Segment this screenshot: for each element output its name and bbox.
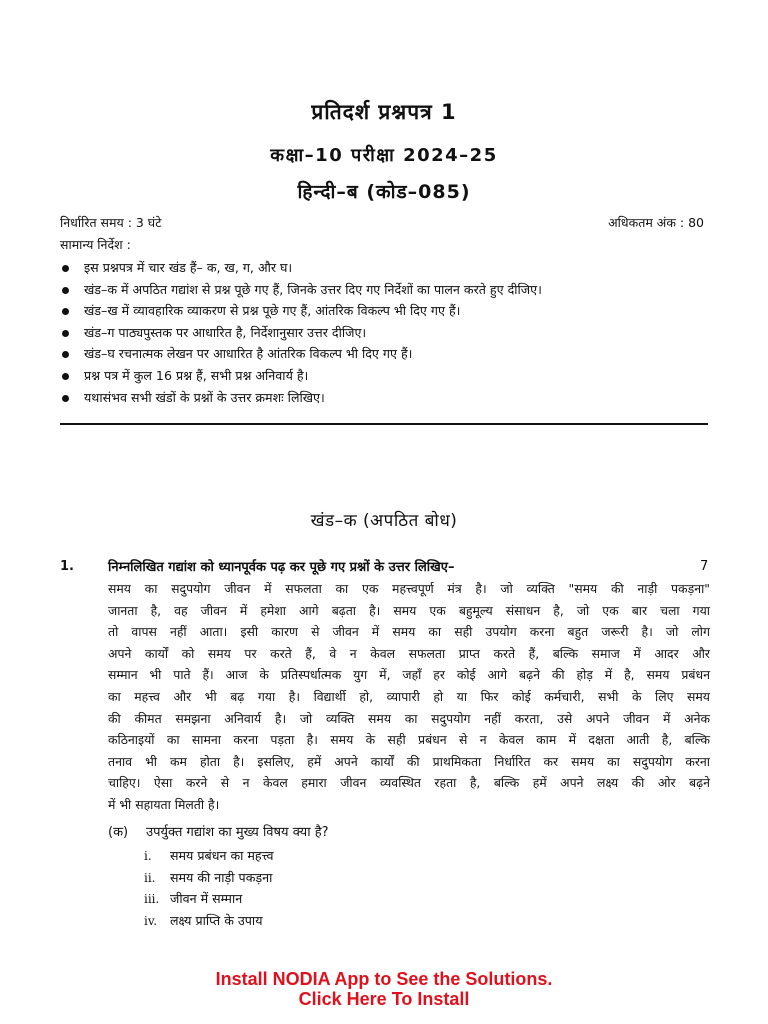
- option-item: [144, 845, 273, 867]
- bullet-icon: [62, 373, 69, 380]
- maximum-marks: अधिकतम अंक : 80: [608, 215, 704, 230]
- passage: [108, 578, 710, 816]
- passage-line: सम्मान भी पाते हैं। आज के प्रतिस्पर्धात्मक युग में, जहाँ हर कोई आगे बढ़ने की होड़ में है, समय प्रबंधन: [108, 667, 710, 683]
- sub-question-text: उपर्युक्त गद्यांश का मुख्य विषय क्या है?: [146, 825, 329, 840]
- bullet-icon: [62, 308, 69, 315]
- section-heading: खंड–क (अपठित बोध): [310, 511, 458, 531]
- subject-heading: हिन्दी–ब (कोड–085): [297, 181, 471, 203]
- passage-line: चाहिए। ऐसा करने से न केवल हमारा जीवन व्यवस्थित रहता है, बल्कि हमें अपने लक्ष्य की ओर बढ़ने: [108, 775, 710, 791]
- bullet-icon: [62, 287, 69, 294]
- option-text: समय की नाड़ी पकड़ना: [170, 869, 273, 885]
- option-number: iii.: [144, 892, 160, 907]
- install-app-link[interactable]: Install NODIA App to See the Solutions.: [215, 969, 553, 989]
- passage-line: का महत्त्व और भी बढ़ गया है। विद्यार्थी हो, व्यापारी हो या फिर कोई कर्मचारी, सभी के लिए समय: [108, 688, 710, 704]
- class-exam-heading: कक्षा–10 परीक्षा 2024–25: [270, 145, 498, 166]
- passage-line: तो वापस नहीं आता। इसी कारण से जीवन में समय का सही उपयोग करना बहुत जरूरी है। जो लोग: [108, 624, 710, 640]
- passage-line: में भी सहायता मिलती है।: [108, 796, 220, 812]
- passage-line: कठिनाइयों का सामना करना पड़ता है। समय के सही प्रबंधन से न केवल काम में दक्षता आती है, बल्कि: [108, 732, 710, 748]
- click-to-install-link[interactable]: Click Here To Install: [298, 989, 470, 1009]
- instruction-item: खंड–ख में व्यावहारिक व्याकरण से प्रश्न पूछे गए हैं, आंतरिक विकल्प भी दिए गए हैं।: [60, 300, 720, 322]
- option-number: i.: [144, 849, 152, 863]
- option-text: लक्ष्य प्राप्ति के उपाय: [170, 912, 263, 928]
- option-number: iv.: [144, 913, 158, 928]
- bullet-icon: [62, 330, 69, 337]
- bullet-icon: [62, 395, 69, 402]
- instruction-item: इस प्रश्नपत्र में चार खंड हैं– क, ख, ग, और घ।: [60, 257, 720, 279]
- passage-line: जानता है, वह जीवन में हमेशा आगे बढ़ता है। समय एक बहुमूल्य संसाधन है, जो एक बार चला गया: [108, 602, 710, 618]
- instruction-item: यथासंभव सभी खंडों के प्रश्नों के उत्तर क्रमशः लिखिए।: [60, 387, 720, 409]
- instructions-list: [60, 257, 720, 408]
- passage-line: अपने कार्यों को समय पर करते हैं, वे न केवल सफलता प्राप्त करते हैं, बल्कि समाज में आदर और: [108, 645, 710, 661]
- time-allowed: निर्धारित समय : 3 घंटे: [60, 215, 162, 230]
- bullet-icon: [62, 351, 69, 358]
- divider: [60, 423, 708, 425]
- general-instructions-heading: सामान्य निर्देश :: [60, 237, 131, 252]
- question-marks: 7: [700, 559, 709, 574]
- instruction-item: खंड–ग पाठ्यपुस्तक पर आधारित है, निर्देशानुसार उत्तर दीजिए।: [60, 322, 720, 344]
- passage-line: की कीमत समझना अनिवार्य है। जो व्यक्ति समय का सदुपयोग नहीं करता, उसे अपने जीवन में अनेक: [108, 710, 710, 726]
- passage-line: समय का सदुपयोग जीवन में सफलता का एक महत्त्वपूर्ण मंत्र है। जो व्यक्ति "समय की नाड़ी पकड़ना": [108, 581, 710, 596]
- paper-title: प्रतिदर्श प्रश्नपत्र 1: [311, 100, 457, 124]
- option-text: समय प्रबंधन का महत्त्व: [170, 848, 274, 863]
- option-item: [144, 888, 273, 910]
- instruction-item: खंड–घ रचनात्मक लेखन पर आधारित है आंतरिक विकल्प भी दिए गए हैं।: [60, 343, 720, 365]
- instruction-item: प्रश्न पत्र में कुल 16 प्रश्न हैं, सभी प्रश्न अनिवार्य है।: [60, 365, 720, 387]
- option-text: जीवन में सम्मान: [170, 891, 243, 907]
- bullet-icon: [62, 265, 69, 272]
- option-number: ii.: [144, 870, 156, 885]
- option-item: [144, 910, 273, 932]
- question-prompt: निम्नलिखित गद्यांश को ध्यानपूर्वक पढ़ कर पूछे गए प्रश्नों के उत्तर लिखिए–: [108, 560, 455, 575]
- option-item: [144, 867, 273, 889]
- question-number: 1.: [60, 559, 74, 574]
- instruction-item: खंड–क में अपठित गद्यांश से प्रश्न पूछे गए हैं, जिनके उत्तर दिए गए निर्देशों का पालन करते हुए दीजिए।: [60, 279, 720, 301]
- options-list: [144, 845, 273, 931]
- passage-line: तनाव भी कम होता है। इसलिए, हमें अपने कार्यों की प्राथमिकता निर्धारित कर समय का सदुपयोग करना: [108, 753, 710, 769]
- sub-question-label: (क): [108, 825, 129, 840]
